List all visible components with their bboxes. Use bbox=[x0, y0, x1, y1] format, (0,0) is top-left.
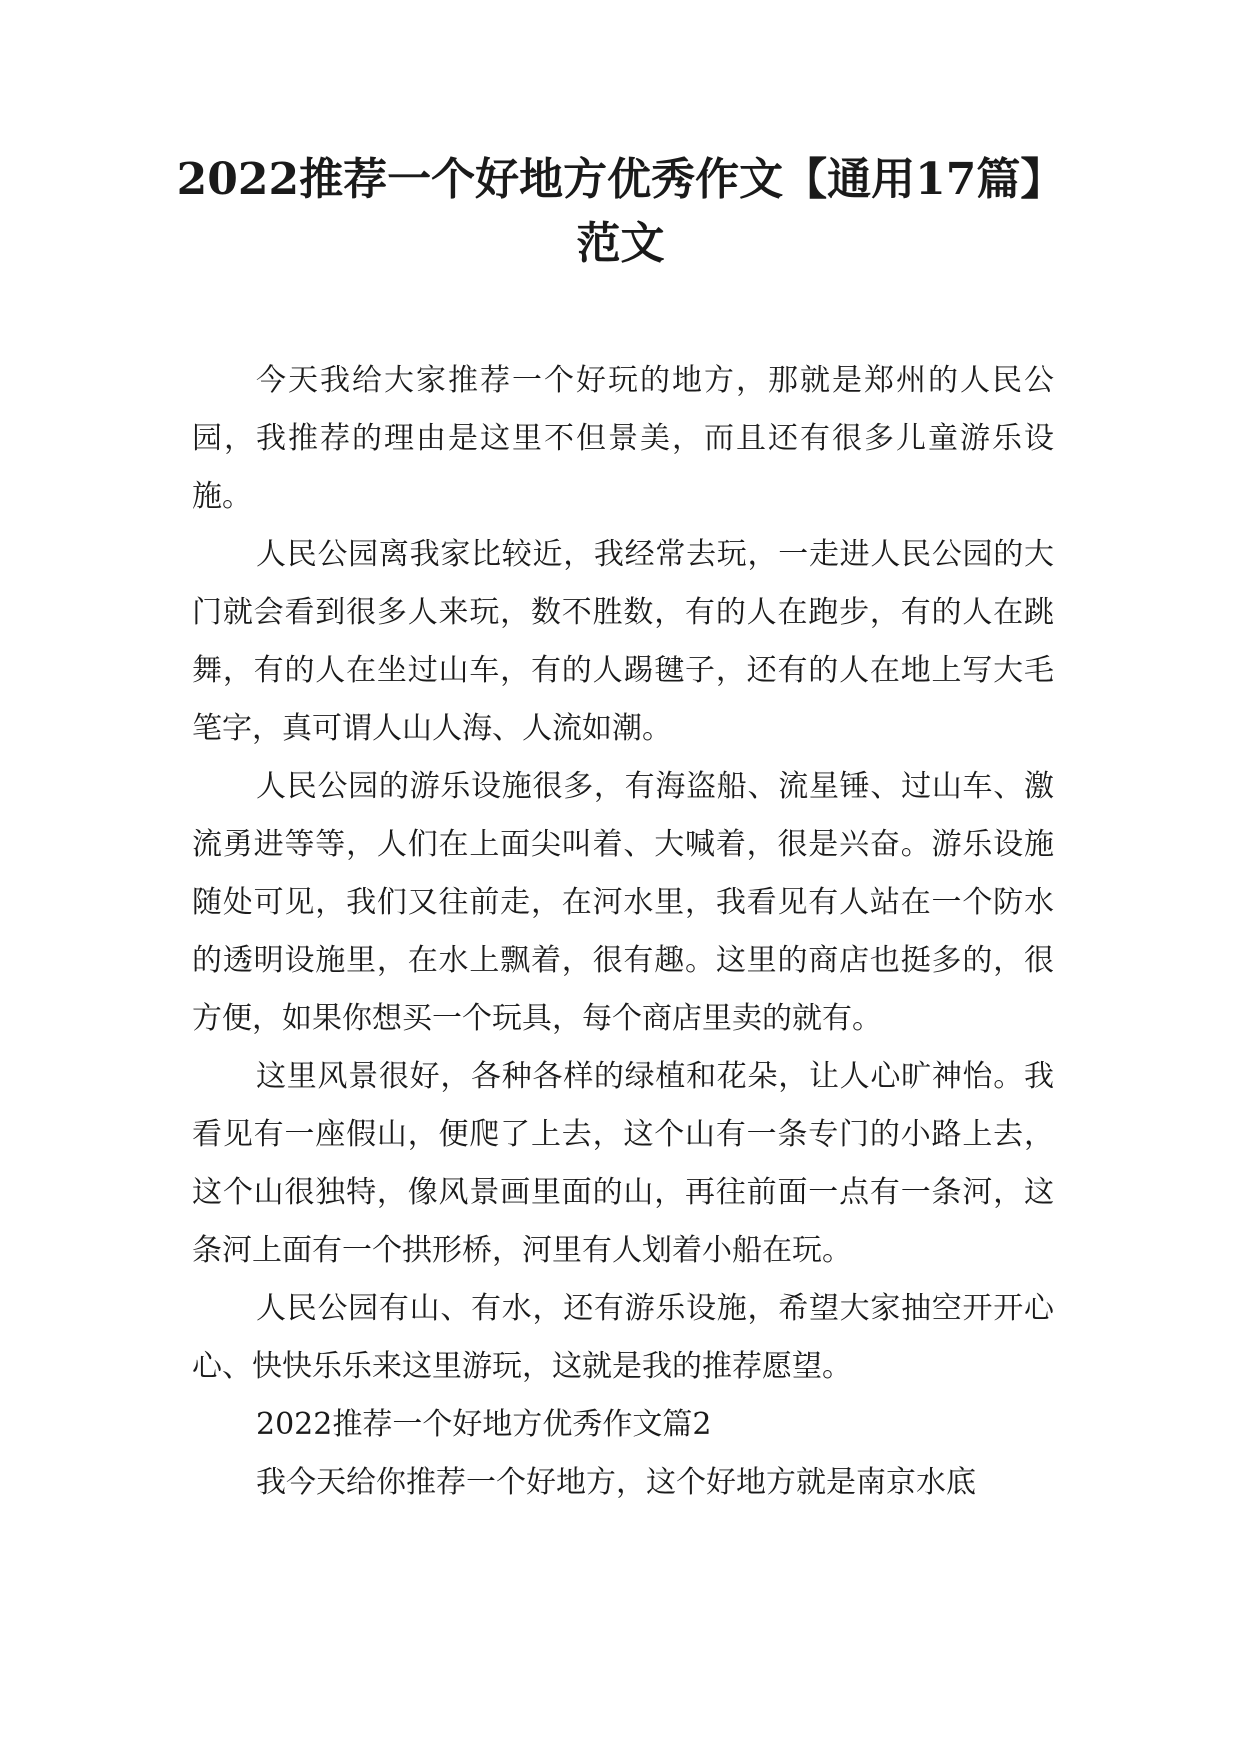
paragraph-5: 人民公园有山、有水，还有游乐设施，希望大家抽空开开心心、快快乐乐来这里游玩，这就是我的推荐愿望。 bbox=[192, 1291, 1054, 1384]
paragraph-4: 这里风景很好，各种各样的绿植和花朵，让人心旷神怡。我看见有一座假山，便爬了上去，这个山有一条专门的小路上去，这个山很独特，像风景画里面的山，再往前面一点有一条河，这条河上面有一个拱形桥，河里有人划着小船在玩。 bbox=[192, 1059, 1054, 1268]
paragraph-2: 人民公园离我家比较近，我经常去玩，一走进人民公园的大门就会看到很多人来玩，数不胜数，有的人在跑步，有的人在跳舞，有的人在坐过山车，有的人踢毽子，还有的人在地上写大毛笔字，真可谓人山人海、人流如潮。 bbox=[192, 537, 1054, 746]
paragraph-1: 今天我给大家推荐一个好玩的地方，那就是郑州的人民公园，我推荐的理由是这里不但景美，而且还有很多儿童游乐设施。 bbox=[192, 363, 1054, 514]
document-title-line-1: 2022推荐一个好地方优秀作文【通用17篇】 bbox=[176, 154, 1065, 205]
section-heading: 2022推荐一个好地方优秀作文篇2 bbox=[256, 1407, 712, 1442]
paragraph-6: 我今天给你推荐一个好地方，这个好地方就是南京水底 bbox=[256, 1465, 976, 1500]
document-body bbox=[192, 352, 1054, 1512]
paragraph-3: 人民公园的游乐设施很多，有海盗船、流星锤、过山车、激流勇进等等，人们在上面尖叫着、大喊着，很是兴奋。游乐设施随处可见，我们又往前走，在河水里，我看见有人站在一个防水的透明设施里，在水上飘着，很有趣。这里的商店也挺多的，很方便，如果你想买一个玩具，每个商店里卖的就有。 bbox=[192, 769, 1054, 1036]
document-title-line-2: 范文 bbox=[576, 218, 665, 269]
